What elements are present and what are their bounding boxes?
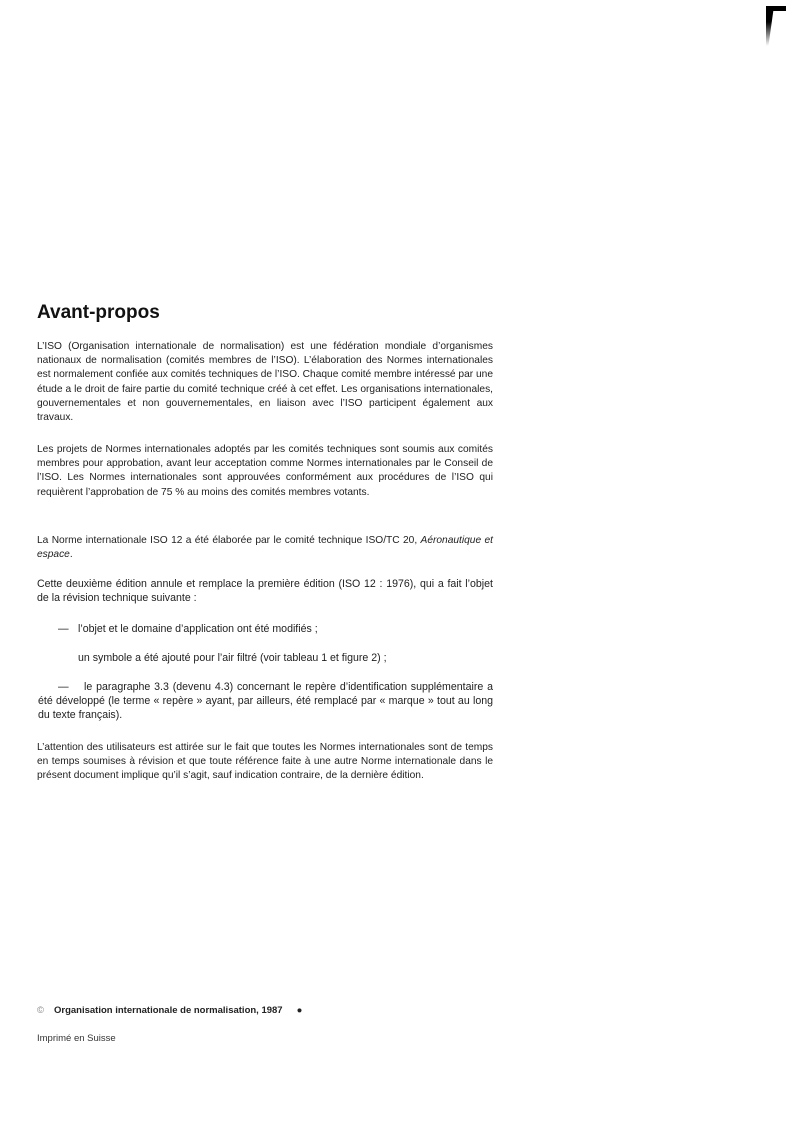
paragraph-iso-intro: L’ISO (Organisation internationale de normalisation) est une fédération mondiale d’organismes nationaux de normalisation (comités membres de l’ISO). L’élaboration des Normes internationales est normalement confiée aux comités techniques de l’ISO. Chaque comité membre intéressé par une étude a le droit de faire partie du comité technique créé à cet effet. Les organisations internationales, gouvernementales et non gouvernementales, en liaison avec l’ISO participent également aux travaux. [37,341,493,424]
dash-bullet: — [58,623,69,635]
revision-item [58,622,493,636]
dash-bullet: — [58,681,69,693]
revision-item-text: un symbole a été ajouté pour l’air filtré (voir tableau 1 et figure 2) ; [78,652,387,664]
revision-item [38,680,493,723]
page-title: Avant-propos [37,302,160,323]
revision-item [58,651,493,665]
copyright-text: Organisation internationale de normalisation, 1987 [54,1005,283,1016]
paragraph-edition: Cette deuxième édition annule et remplace la première édition (ISO 12 : 1976), qui a fait l’objet de la révision technique suivante : [37,578,493,605]
paragraph-draft-approval: Les projets de Normes internationales adoptés par les comités techniques sont soumis aux comités membres pour approbation, avant leur acceptation comme Normes internationales par le Conseil de l’ISO. Les Normes internationales sont approuvées conformément aux procédures de l’ISO qui requièrent l’approbation de 75 % au moins des comités membres votants. [37,444,493,498]
copyright-icon: © [37,1005,44,1016]
revision-item-text: — le paragraphe 3.3 (devenu 4.3) concernant le repère d’identification supplémentaire a été développé (le terme « repère » ayant, par ailleurs, été remplacé par « marque » tout au long du texte français). [38,681,493,722]
committee-text: La Norme internationale ISO 12 a été élaborée par le comité technique ISO/TC 20, [37,535,418,546]
committee-name: Aéronautique et espace [37,535,494,561]
revision-item-text: l’objet et le domaine d’application ont été modifiés ; [78,623,318,635]
scan-corner-mark-edge [766,6,774,46]
bullet-icon: ● [296,1005,303,1016]
paragraph-committee: La Norme internationale ISO 12 a été élaborée par le comité technique ISO/TC 20, Aéronautique et espace. [37,535,494,561]
paragraph-attention: L’attention des utilisateurs est attirée sur le fait que toutes les Normes internationales sont de temps en temps soumises à révision et que toute référence faite à une autre Norme internationale dans le présent document implique qu’il s’agit, sauf indication contraire, de la dernière édition. [37,742,493,782]
printed-in: Imprimé en Suisse [37,1033,116,1044]
copyright-line [37,1005,302,1016]
